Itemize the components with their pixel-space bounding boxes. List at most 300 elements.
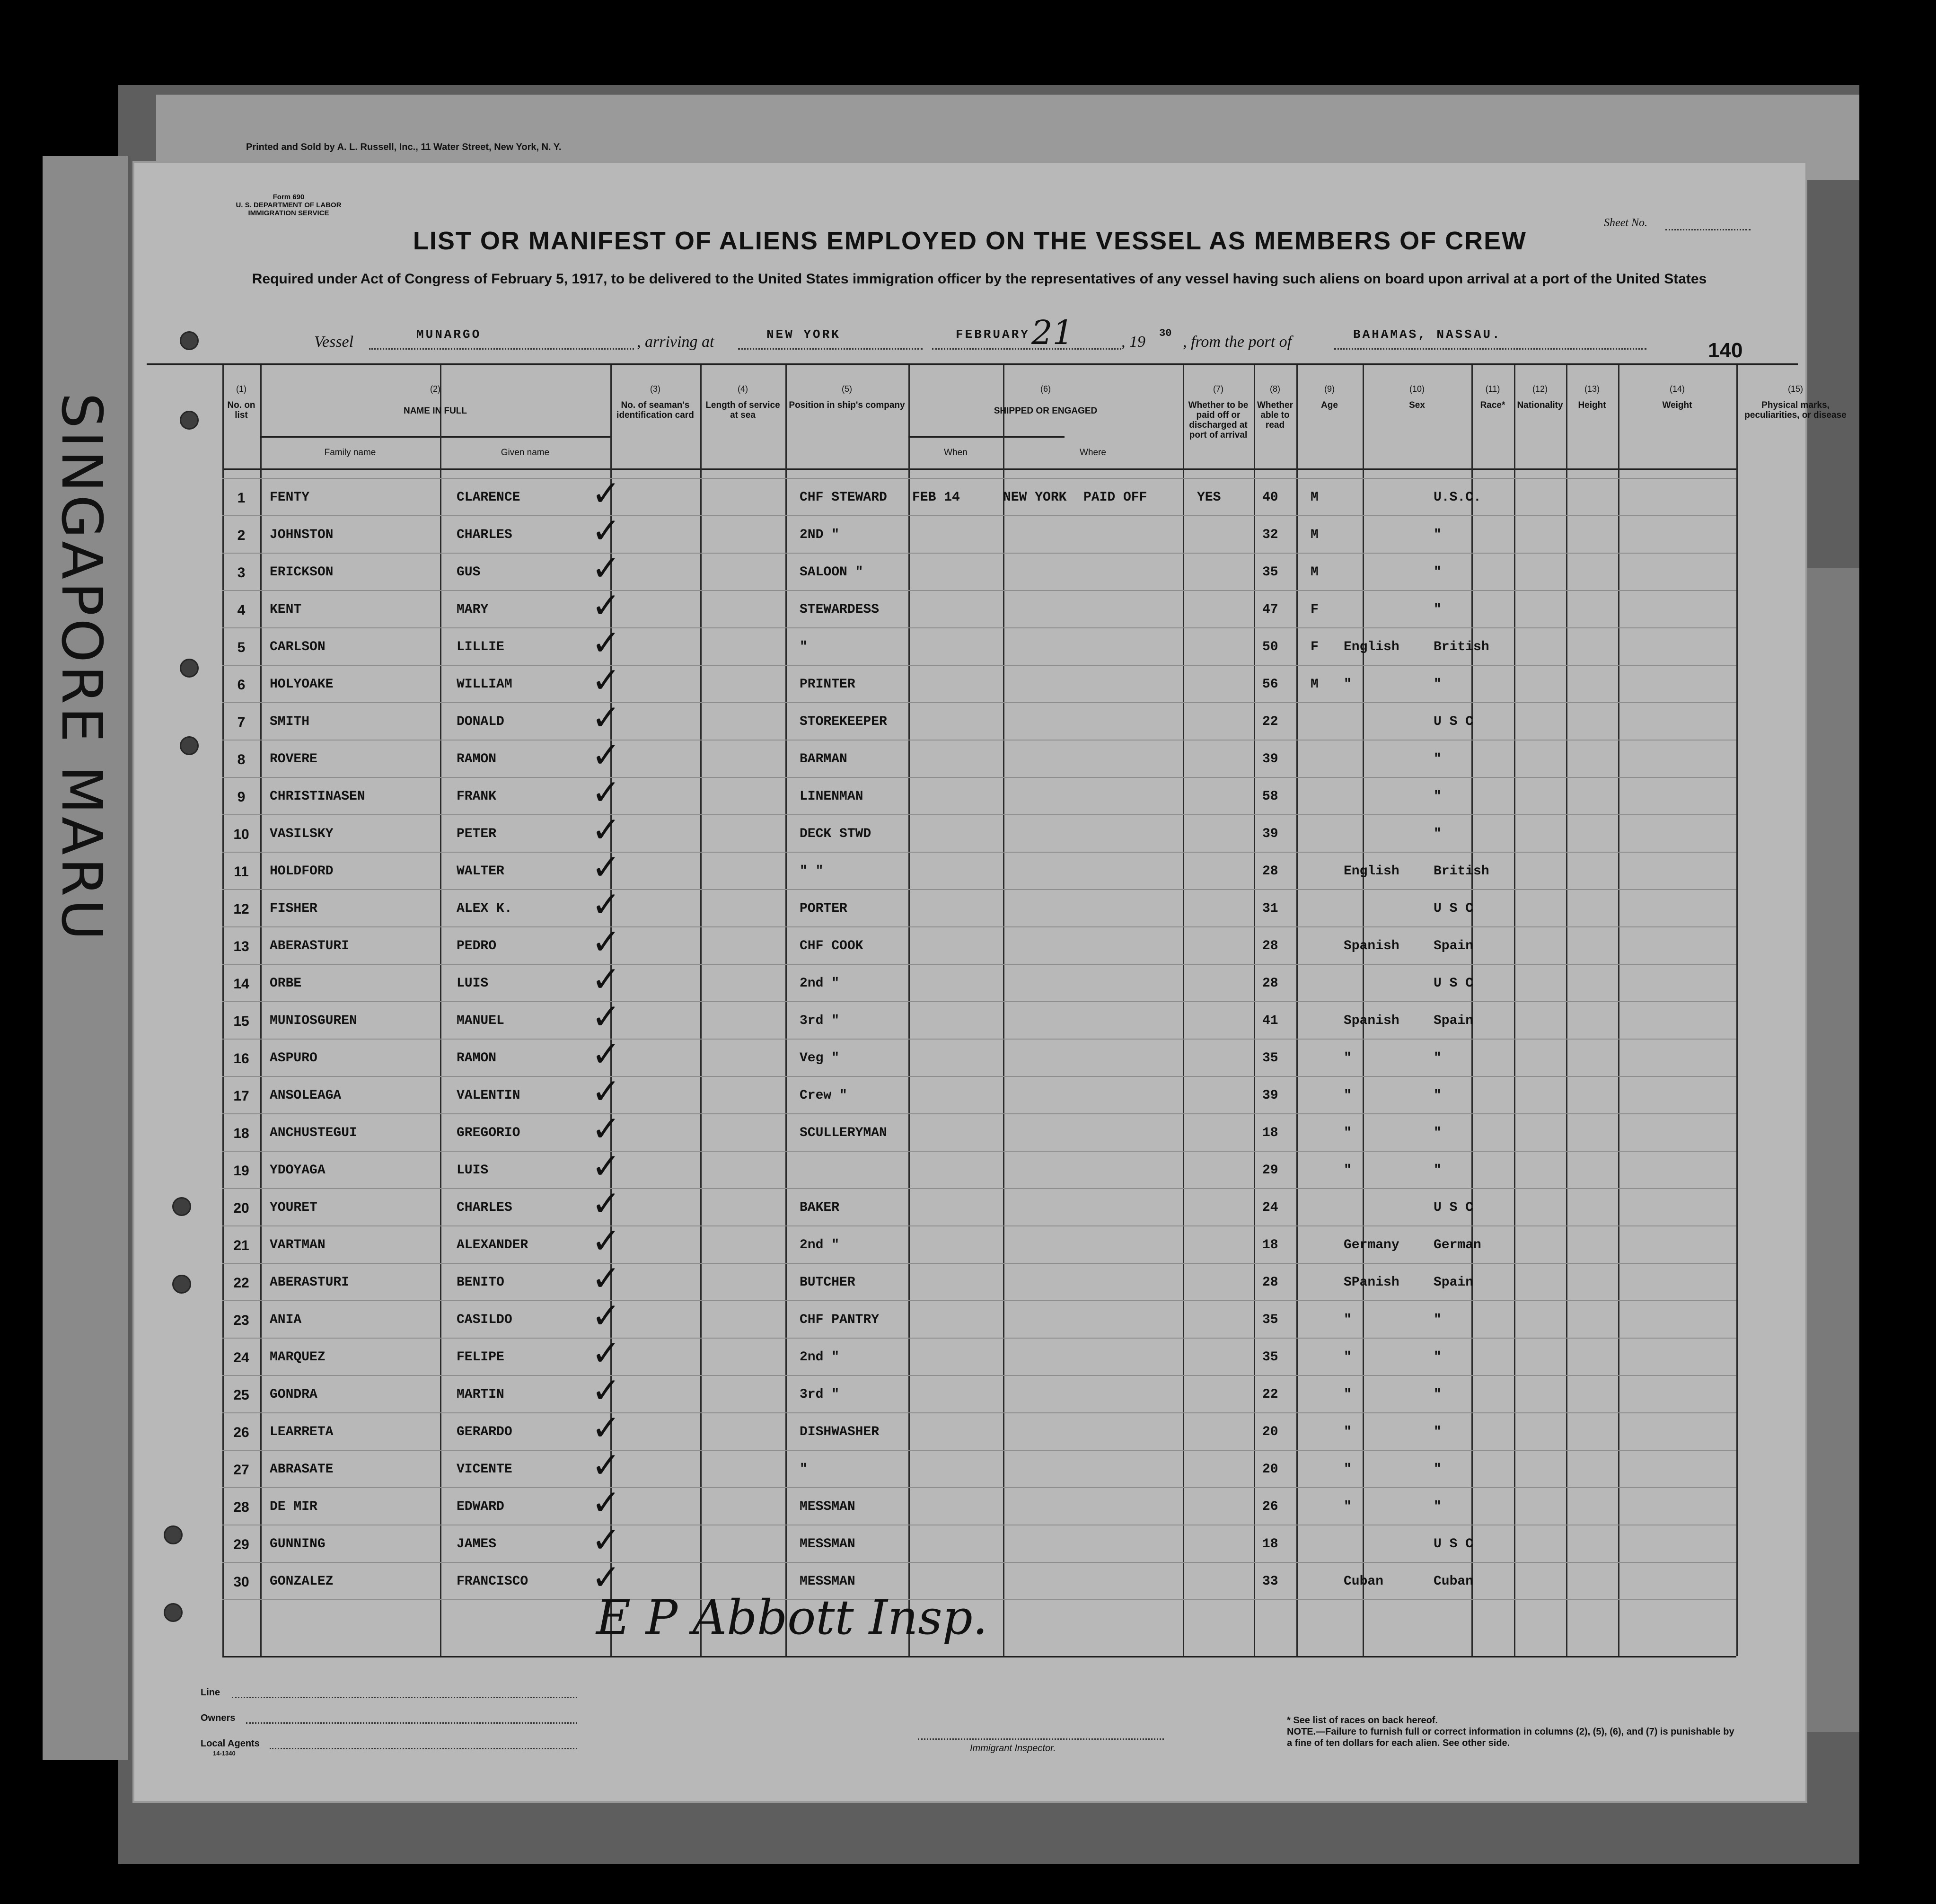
sex: M — [1311, 528, 1319, 542]
given-name: RAMON — [457, 752, 497, 767]
agents-field — [270, 1748, 577, 1749]
family-name: ABERASTURI — [270, 1275, 350, 1290]
column-header: Weight — [1662, 400, 1692, 410]
checkmark-icon: ✓ — [591, 959, 621, 1000]
given-name: JAMES — [457, 1537, 497, 1551]
age: 18 — [1262, 1238, 1278, 1252]
nationality: " — [1434, 1088, 1442, 1103]
family-name: ERICKSON — [270, 565, 334, 580]
given-name: GUS — [457, 565, 481, 580]
age: 20 — [1262, 1425, 1278, 1439]
column-number: (7) — [1213, 384, 1223, 394]
row-rule — [222, 665, 1736, 666]
family-name: KENT — [270, 602, 302, 617]
position: 3rd " — [800, 1014, 840, 1028]
sheet-no-line — [1665, 229, 1751, 230]
family-name: FENTY — [270, 490, 310, 505]
position: STOREKEEPER — [800, 714, 887, 729]
from-port: BAHAMAS, NASSAU. — [1353, 327, 1502, 342]
row-rule — [222, 1450, 1736, 1451]
race: Germany — [1344, 1238, 1399, 1252]
nationality: " — [1434, 528, 1442, 542]
sex: M — [1311, 565, 1319, 580]
row-number: 28 — [233, 1499, 249, 1515]
nationality: " — [1434, 1313, 1442, 1327]
age: 22 — [1262, 714, 1278, 729]
shipped-where: NEW YORK — [1003, 490, 1067, 505]
column-header: NAME IN FULL — [403, 406, 467, 416]
age: 20 — [1262, 1462, 1278, 1477]
given-name: RAMON — [457, 1051, 497, 1066]
row-number: 24 — [233, 1350, 249, 1366]
row-rule — [222, 1487, 1736, 1488]
checkmark-icon: ✓ — [591, 772, 621, 813]
column-header: SHIPPED OR ENGAGED — [994, 406, 1098, 416]
shipped-when: FEB 14 — [912, 490, 960, 505]
age: 24 — [1262, 1200, 1278, 1215]
column-number: (13) — [1584, 384, 1600, 394]
checkmark-icon: ✓ — [591, 884, 621, 925]
row-number: 27 — [233, 1462, 249, 1478]
family-name: ABRASATE — [270, 1462, 334, 1477]
able-to-read: YES — [1197, 490, 1221, 505]
nationality: U S C — [1434, 714, 1474, 729]
row-number: 29 — [233, 1537, 249, 1552]
race: SPanish — [1344, 1275, 1399, 1290]
given-name: VICENTE — [457, 1462, 512, 1477]
checkmark-icon: ✓ — [591, 1071, 621, 1112]
from-line — [1334, 348, 1646, 350]
checkmark-icon: ✓ — [591, 1146, 621, 1187]
punch-hole — [164, 1525, 183, 1544]
position: CHF COOK — [800, 939, 863, 953]
given-name: LUIS — [457, 976, 489, 991]
nationality: U S C — [1434, 901, 1474, 916]
punch-hole — [180, 331, 199, 350]
row-number: 9 — [237, 789, 246, 805]
row-rule — [222, 1151, 1736, 1152]
nationality: " — [1434, 1387, 1442, 1402]
given-name: FRANK — [457, 789, 497, 804]
column-number: (6) — [1040, 384, 1051, 394]
family-name: GUNNING — [270, 1537, 326, 1551]
nationality: Spain — [1434, 939, 1474, 953]
family-name: CHRISTINASEN — [270, 789, 365, 804]
vessel-line — [369, 348, 634, 350]
given-name: FRANCISCO — [457, 1574, 528, 1589]
back-sheet-right — [1807, 568, 1859, 1732]
vessel-label: Vessel — [314, 333, 354, 351]
nationality: " — [1434, 602, 1442, 617]
position: Veg " — [800, 1051, 840, 1066]
family-name: JOHNSTON — [270, 528, 334, 542]
given-name: ALEXANDER — [457, 1238, 528, 1252]
column-subheader: Where — [1080, 448, 1106, 458]
checkmark-icon: ✓ — [591, 996, 621, 1037]
column-header: Height — [1578, 400, 1606, 410]
side-label: SINGAPORE MARU — [49, 393, 114, 943]
column-rule — [1363, 365, 1364, 1656]
family-name: ORBE — [270, 976, 302, 991]
column-number: (4) — [738, 384, 748, 394]
family-name: ASPURO — [270, 1051, 317, 1066]
row-number: 23 — [233, 1313, 249, 1328]
row-rule — [222, 1263, 1736, 1264]
family-name: ANIA — [270, 1313, 302, 1327]
row-number: 15 — [233, 1014, 249, 1029]
nationality: U S C — [1434, 976, 1474, 991]
age: 35 — [1262, 565, 1278, 580]
row-number: 25 — [233, 1387, 249, 1403]
checkmark-icon: ✓ — [591, 735, 621, 776]
family-name: LEARRETA — [270, 1425, 334, 1439]
age: 22 — [1262, 1387, 1278, 1402]
row-number: 12 — [233, 901, 249, 917]
race: " — [1344, 1051, 1352, 1066]
column-number: (1) — [236, 384, 246, 394]
row-rule — [222, 627, 1736, 628]
given-name: LUIS — [457, 1163, 489, 1178]
given-name: CHARLES — [457, 528, 512, 542]
age: 28 — [1262, 864, 1278, 879]
row-rule — [222, 964, 1736, 965]
department: U. S. DEPARTMENT OF LABOR — [236, 201, 342, 209]
checkmark-icon: ✓ — [591, 1520, 621, 1560]
given-name: CHARLES — [457, 1200, 512, 1215]
row-rule — [222, 1188, 1736, 1189]
subheader-rule — [908, 436, 1065, 438]
given-name: BENITO — [457, 1275, 504, 1290]
column-number: (3) — [650, 384, 660, 394]
family-name: FISHER — [270, 901, 317, 916]
given-name: VALENTIN — [457, 1088, 520, 1103]
race: " — [1344, 1088, 1352, 1103]
age: 35 — [1262, 1051, 1278, 1066]
vessel-name: MUNARGO — [416, 327, 482, 342]
row-number: 2 — [237, 528, 246, 543]
age: 26 — [1262, 1499, 1278, 1514]
row-number: 3 — [237, 565, 246, 581]
punch-hole — [172, 1275, 191, 1294]
nationality: U S C — [1434, 1200, 1474, 1215]
nationality: " — [1434, 1126, 1442, 1140]
column-header: No. of seaman's identification card — [616, 400, 694, 420]
checkmark-icon: ✓ — [591, 1034, 621, 1075]
table-header-rule — [222, 468, 1736, 470]
form-code: 14-1340 — [213, 1750, 236, 1757]
position: SALOON " — [800, 565, 863, 580]
given-name: CLARENCE — [457, 490, 520, 505]
given-name: GREGORIO — [457, 1126, 520, 1140]
sheet-number: 140 — [1708, 339, 1743, 362]
position: " " — [800, 864, 824, 879]
checkmark-icon: ✓ — [591, 1296, 621, 1336]
column-header: Length of service at sea — [705, 400, 780, 420]
column-header: Race* — [1480, 400, 1505, 410]
line-label: Line — [201, 1687, 220, 1698]
row-number: 13 — [233, 939, 249, 954]
column-rule — [1514, 365, 1515, 1656]
given-name: MARTIN — [457, 1387, 504, 1402]
sex: M — [1311, 677, 1319, 692]
family-name: GONZALEZ — [270, 1574, 334, 1589]
age: 18 — [1262, 1126, 1278, 1140]
checkmark-icon: ✓ — [591, 511, 621, 551]
column-rule — [1183, 365, 1184, 1656]
age: 35 — [1262, 1313, 1278, 1327]
nationality: Spain — [1434, 1014, 1474, 1028]
row-number: 7 — [237, 714, 246, 730]
column-number: (10) — [1409, 384, 1425, 394]
column-subheader: Family name — [324, 448, 376, 458]
family-name: ABERASTURI — [270, 939, 350, 953]
row-rule — [222, 1039, 1736, 1040]
column-number: (5) — [842, 384, 852, 394]
age: 28 — [1262, 939, 1278, 953]
position: LINENMAN — [800, 789, 863, 804]
position: DECK STWD — [800, 827, 871, 841]
row-number: 20 — [233, 1200, 249, 1216]
column-header: Physical marks, peculiarities, or disease — [1744, 400, 1847, 420]
column-rule — [1736, 365, 1738, 1656]
age: 47 — [1262, 602, 1278, 617]
nationality: Cuban — [1434, 1574, 1474, 1589]
year: 30 — [1159, 327, 1172, 339]
row-rule — [222, 1076, 1736, 1077]
family-name: MUNIOSGUREN — [270, 1014, 357, 1028]
checkmark-icon: ✓ — [591, 660, 621, 701]
from-label: , from the port of — [1183, 333, 1292, 351]
family-name: ROVERE — [270, 752, 317, 767]
nationality: " — [1434, 1350, 1442, 1365]
column-header: Whether able to read — [1257, 400, 1293, 430]
race: Spanish — [1344, 939, 1399, 953]
position: 3rd " — [800, 1387, 840, 1402]
given-name: CASILDO — [457, 1313, 512, 1327]
column-header: Nationality — [1517, 400, 1563, 410]
given-name: FELIPE — [457, 1350, 504, 1365]
age: 56 — [1262, 677, 1278, 692]
row-number: 22 — [233, 1275, 249, 1291]
age: 28 — [1262, 1275, 1278, 1290]
column-number: (8) — [1270, 384, 1280, 394]
nationality: German — [1434, 1238, 1481, 1252]
age: 35 — [1262, 1350, 1278, 1365]
nationality: " — [1434, 789, 1442, 804]
race: " — [1344, 1163, 1352, 1178]
year-prefix: , 19 — [1121, 333, 1145, 351]
position: BAKER — [800, 1200, 840, 1215]
nationality: " — [1434, 752, 1442, 767]
checkmark-icon: ✓ — [591, 922, 621, 962]
column-number: (9) — [1324, 384, 1335, 394]
position: Crew " — [800, 1088, 847, 1103]
position: CHF PANTRY — [800, 1313, 880, 1327]
family-name: HOLYOAKE — [270, 677, 334, 692]
given-name: PEDRO — [457, 939, 497, 953]
column-number: (14) — [1669, 384, 1685, 394]
family-name: HOLDFORD — [270, 864, 334, 879]
race: " — [1344, 1425, 1352, 1439]
row-rule — [222, 1375, 1736, 1376]
family-name: CARLSON — [270, 640, 326, 654]
checkmark-icon: ✓ — [591, 623, 621, 663]
row-rule — [222, 1001, 1736, 1002]
column-rule — [700, 365, 702, 1656]
column-subheader: When — [944, 448, 968, 458]
column-rule — [908, 365, 910, 1656]
row-number: 26 — [233, 1425, 249, 1440]
nationality: " — [1434, 677, 1442, 692]
row-number: 14 — [233, 976, 249, 992]
age: 41 — [1262, 1014, 1278, 1028]
row-number: 30 — [233, 1574, 249, 1590]
race: " — [1344, 1126, 1352, 1140]
checkmark-icon: ✓ — [591, 1370, 621, 1411]
row-rule — [222, 852, 1736, 853]
family-name: YOURET — [270, 1200, 317, 1215]
column-rule — [1003, 365, 1004, 1656]
family-name: MARQUEZ — [270, 1350, 326, 1365]
fine-note: NOTE.—Failure to furnish full or correct information in columns (2), (5), (6), and (7) is punishable by a fine of ten dollars for each alien. See other side. — [1287, 1727, 1734, 1748]
row-number: 17 — [233, 1088, 249, 1104]
nationality: " — [1434, 1163, 1442, 1178]
race: " — [1344, 1387, 1352, 1402]
given-name: PETER — [457, 827, 497, 841]
checkmark-icon: ✓ — [591, 1557, 621, 1598]
punch-hole — [164, 1603, 183, 1622]
row-rule — [222, 515, 1736, 516]
checkmark-icon: ✓ — [591, 1258, 621, 1299]
row-rule — [222, 889, 1736, 890]
nationality: " — [1434, 1499, 1442, 1514]
checkmark-icon: ✓ — [591, 1109, 621, 1149]
column-rule — [1296, 365, 1298, 1656]
column-header: Sex — [1409, 400, 1425, 410]
age: 32 — [1262, 528, 1278, 542]
race: " — [1344, 1499, 1352, 1514]
checkmark-icon: ✓ — [591, 847, 621, 888]
race: English — [1344, 864, 1399, 879]
position: " — [800, 640, 808, 654]
row-rule — [222, 1300, 1736, 1301]
family-name: YDOYAGA — [270, 1163, 326, 1178]
row-number: 10 — [233, 827, 249, 842]
checkmark-icon: ✓ — [591, 810, 621, 850]
age: 33 — [1262, 1574, 1278, 1589]
form-number — [218, 193, 360, 217]
family-name: DE MIR — [270, 1499, 317, 1514]
race: Spanish — [1344, 1014, 1399, 1028]
nationality: " — [1434, 1462, 1442, 1477]
family-name: GONDRA — [270, 1387, 317, 1402]
family-name: VASILSKY — [270, 827, 334, 841]
agents-label: Local Agents — [201, 1738, 260, 1749]
position: 2nd " — [800, 1350, 840, 1365]
row-rule — [222, 926, 1736, 927]
races-note: * See list of races on back hereof. — [1287, 1715, 1438, 1726]
checkmark-icon: ✓ — [591, 1445, 621, 1486]
column-rule — [1566, 365, 1567, 1656]
position: 2ND " — [800, 528, 840, 542]
nationality: Spain — [1434, 1275, 1474, 1290]
punch-hole — [180, 736, 199, 755]
age: 28 — [1262, 976, 1278, 991]
age: 31 — [1262, 901, 1278, 916]
sex: F — [1311, 640, 1319, 654]
column-rule — [1618, 365, 1619, 1656]
checkmark-icon: ✓ — [591, 1408, 621, 1448]
owners-label: Owners — [201, 1713, 236, 1723]
column-header: Whether to be paid off or discharged at port of arrival — [1188, 400, 1249, 440]
service: IMMIGRATION SERVICE — [248, 209, 329, 217]
subheader-rule — [260, 436, 610, 438]
given-name: DONALD — [457, 714, 504, 729]
nationality: " — [1434, 565, 1442, 580]
row-rule — [222, 814, 1736, 815]
row-number: 4 — [237, 602, 246, 618]
arrival-day: 21 — [1031, 313, 1074, 352]
sheet-no-label: Sheet No. — [1604, 217, 1647, 229]
column-number: (12) — [1532, 384, 1548, 394]
column-subheader: Given name — [501, 448, 550, 458]
arriving-line — [738, 348, 923, 350]
arriving-port: NEW YORK — [766, 327, 841, 342]
given-name: LILLIE — [457, 640, 504, 654]
checkmark-icon: ✓ — [591, 1221, 621, 1261]
arriving-label: , arriving at — [637, 333, 714, 351]
column-header: No. on list — [227, 400, 255, 420]
punch-hole — [172, 1197, 191, 1216]
printer-imprint: Printed and Sold by A. L. Russell, Inc., 11 Water Street, New York, N. Y. — [246, 142, 562, 152]
given-name: GERARDO — [457, 1425, 512, 1439]
age: 29 — [1262, 1163, 1278, 1178]
row-number: 6 — [237, 677, 246, 693]
age: 40 — [1262, 490, 1278, 505]
checkmark-icon: ✓ — [591, 548, 621, 589]
date-line — [932, 348, 1121, 350]
inspector-label: Immigrant Inspector. — [970, 1743, 1056, 1754]
position: " — [800, 1462, 808, 1477]
row-rule — [222, 478, 1736, 479]
position: MESSMAN — [800, 1499, 855, 1514]
age: 39 — [1262, 752, 1278, 767]
inspector-field — [918, 1738, 1164, 1740]
age: 39 — [1262, 827, 1278, 841]
footnote — [1287, 1715, 1736, 1749]
column-rule — [440, 365, 441, 1656]
nationality: British — [1434, 640, 1489, 654]
row-rule — [222, 1225, 1736, 1226]
row-number: 18 — [233, 1126, 249, 1141]
row-rule — [222, 777, 1736, 778]
line-field — [232, 1697, 577, 1698]
punch-hole — [180, 411, 199, 430]
position: CHF STEWARD — [800, 490, 887, 505]
nationality: British — [1434, 864, 1489, 879]
row-number: 5 — [237, 640, 246, 655]
race: " — [1344, 677, 1352, 692]
family-name: ANSOLEAGA — [270, 1088, 342, 1103]
row-number: 8 — [237, 752, 246, 767]
position: PRINTER — [800, 677, 855, 692]
column-header: Position in ship's company — [789, 400, 905, 410]
race: " — [1344, 1313, 1352, 1327]
family-name: SMITH — [270, 714, 310, 729]
nationality: " — [1434, 1051, 1442, 1066]
nationality: " — [1434, 827, 1442, 841]
given-name: MARY — [457, 602, 489, 617]
